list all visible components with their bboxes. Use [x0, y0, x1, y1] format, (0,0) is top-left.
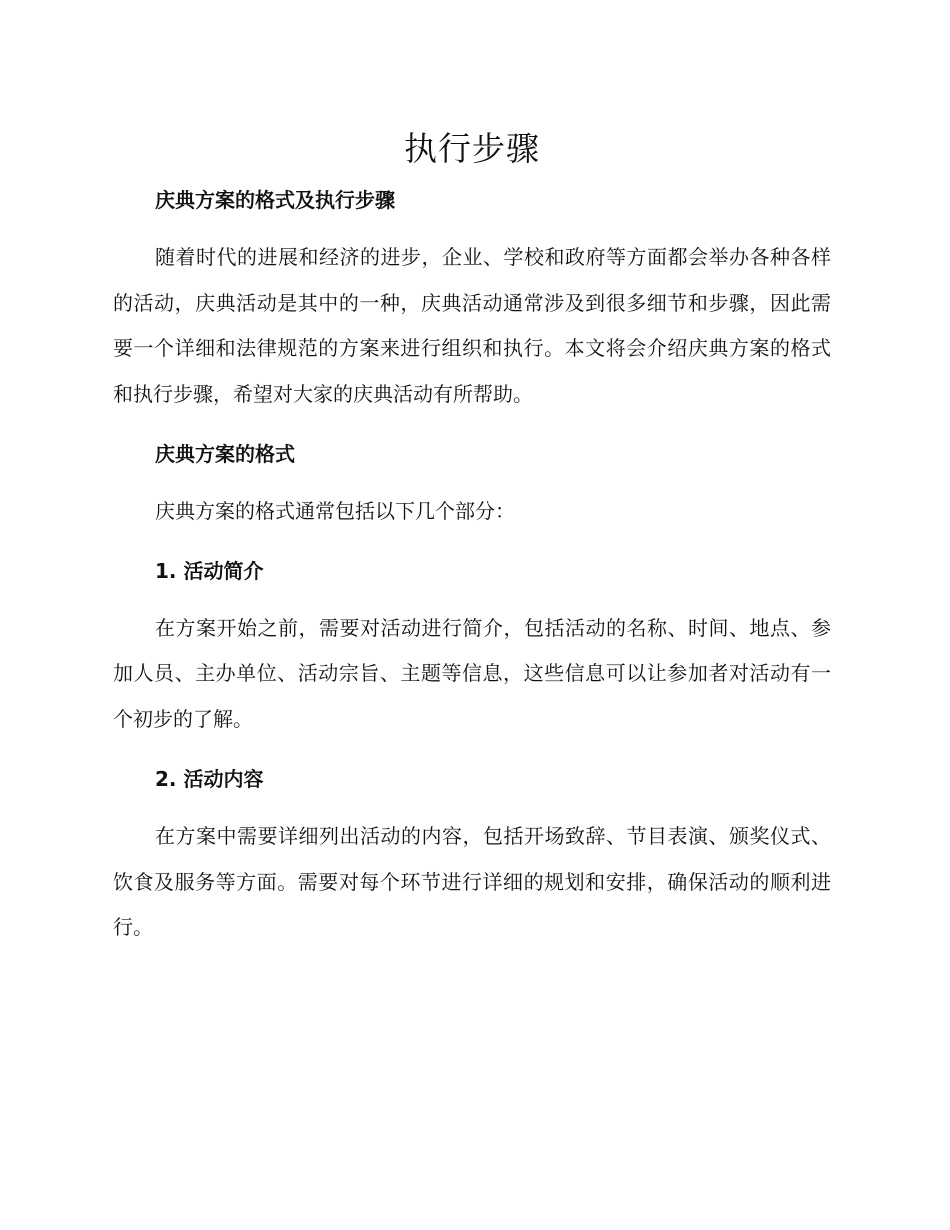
document-title: 执行步骤 — [404, 129, 540, 168]
document-subtitle: 庆典方案的格式及执行步骤 — [155, 188, 395, 212]
intro-paragraph: 随着时代的进展和经济的进步，企业、学校和政府等方面都会举办各种各样的活动，庆典活动是其中的一种，庆典活动通常涉及到很多细节和步骤，因此需要一个详细和法律规范的方案来进行组织和执行。本文将会介绍庆典方案的格式和执行步骤，希望对大家的庆典活动有所帮助。 — [113, 245, 831, 406]
section-heading-activity-content: 2. 活动内容 — [155, 767, 264, 791]
section-body-activity-intro: 在方案开始之前，需要对活动进行简介，包括活动的名称、时间、地点、参加人员、主办单位、活动宗旨、主题等信息，这些信息可以让参加者对活动有一个初步的了解。 — [113, 615, 831, 731]
document-body — [113, 124, 831, 951]
section-body-activity-content: 在方案中需要详细列出活动的内容，包括开场致辞、节目表演、颁奖仪式、饮食及服务等方面。需要对每个环节进行详细的规划和安排，确保活动的顺利进行。 — [113, 824, 831, 939]
format-heading: 庆典方案的格式 — [155, 442, 295, 466]
section-heading-activity-intro: 1. 活动简介 — [155, 558, 264, 583]
format-intro-paragraph: 庆典方案的格式通常包括以下几个部分： — [155, 499, 515, 523]
